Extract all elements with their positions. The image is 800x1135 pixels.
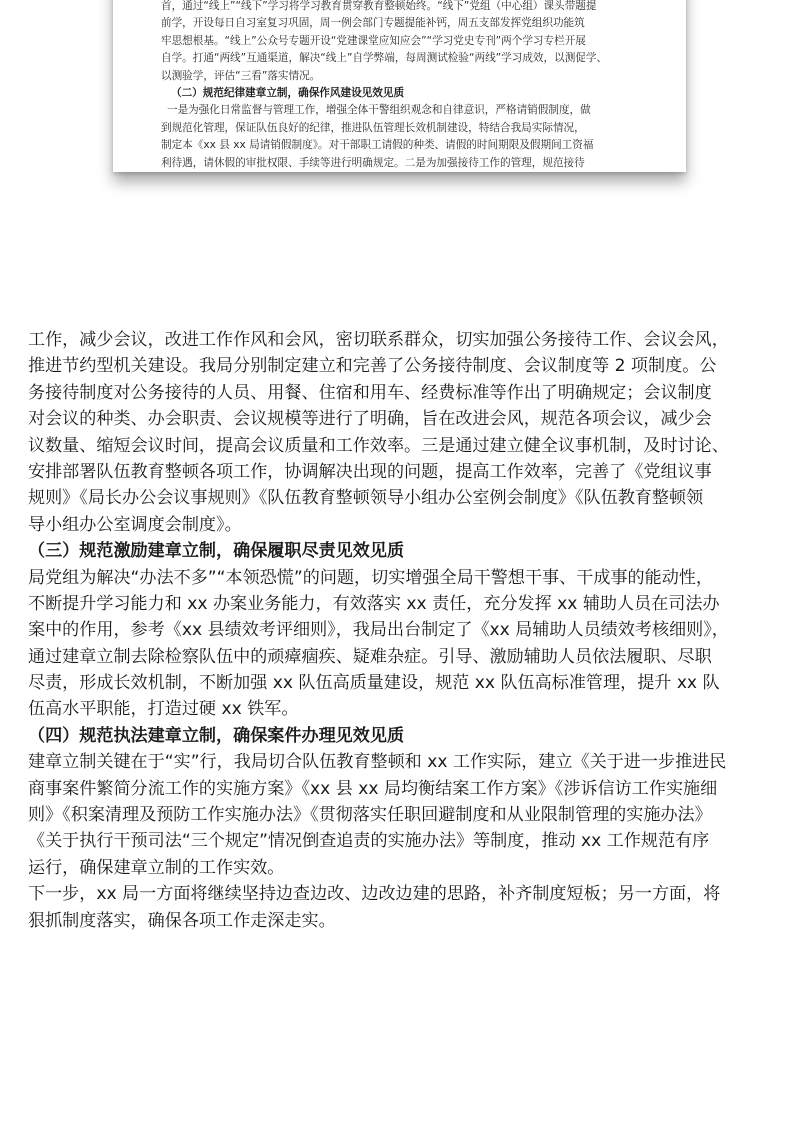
body-line: 狠抓制度落实，确保各项工作走深走实。 [28,910,336,931]
section-heading: （四）规范执法建章立制，确保案件办理见效见质 [28,725,405,746]
preview-line: 利待遇，请休假的审批权限、手续等进行明确规定。二是为加强接待工作的管理，规范接待 [161,156,585,169]
body-line: 局党组为解决“办法不多”“本领恐慌”的问题，切实增强全局干警想干事、干成事的能动性， [28,567,713,588]
body-line: 对会议的种类、办会职责、会议规模等进行了明确，旨在改进会风，规范各项会议，减少会 [28,409,712,430]
preview-section-heading: （二）规范纪律建章立制，确保作风建设见效见质 [171,86,405,99]
body-line: 伍高水平职能，打造过硬 xx 铁军。 [28,699,299,720]
body-line: 议数量、缩短会议时间，提高会议质量和工作效率。三是通过建立健全议事机制，及时讨论、 [28,435,729,456]
body-line: 导小组办公室调度会制度》。 [28,514,242,535]
body-line: 《关于执行干预司法“三个规定”情况倒查追责的实施办法》等制度，推动 xx 工作规范有序 [28,831,710,852]
body-line: 下一步，xx 局一方面将继续坚持边查边改、边改边建的思路，补齐制度短板；另一方面，将 [28,884,721,905]
body-line: 运行，确保建章立制的工作实效。 [28,857,285,878]
body-line: 建章立制关键在于“实”行，我局切合队伍教育整顿和 xx 工作实际，建立《关于进一步推进民 [28,752,727,773]
preview-line: 自学。打通“两线”互通渠道，解决“线上”自学弊端，每周测试检验“两线”学习成效，以测促学、 [161,52,608,65]
body-line: 工作，减少会议，改进工作作风和会风，密切联系群众，切实加强公务接待工作、会议会风， [28,330,729,350]
body-line: 规则》《局长办公会议事规则》《队伍教育整顿领导小组办公室例会制度》《队伍教育整顿领 [28,488,704,509]
body-line: 通过建章立制去除检察队伍中的顽瘴痼疾、疑难杂症。引导、激励辅助人员依法履职、尽职 [28,646,712,667]
preview-line: 牢思想根基。“线上”公众号专题开设“党建课堂应知应会”“学习党史专刊”两个学习专栏开展 [161,34,586,47]
body-line: 务接待制度对公务接待的人员、用餐、住宿和用车、经费标准等作出了明确规定；会议制度 [28,382,712,403]
preview-line: 以测验学，评估“三看”落实情况。 [161,69,321,82]
body-line: 安排部署队伍教育整顿各项工作，协调解决出现的问题，提高工作效率，完善了《党组议事 [28,461,712,482]
body-line: 商事案件繁简分流工作的实施方案》《xx 县 xx 局均衡结案工作方案》《涉诉信访工作实施细 [28,778,718,799]
body-line: 则》《积案清理及预防工作实施办法》《贯彻落实任职回避制度和从业限制管理的实施办法》 [28,805,712,826]
preview-line: 到规范化管理，保证队伍良好的纪律，推进队伍管理长效机制建设，特结合我局实际情况， [161,121,585,134]
preview-line: 制定本《xx 县 xx 局请销假制度》。对干部职工请假的种类、请假的时间期限及假期间工资福 [161,139,594,152]
preview-line: 首，通过“线上”“线下”学习将学习教育贯穿教育整顿始终。“线下”党组（中心组）课头带题提 [161,0,597,12]
document-preview-card [113,0,686,172]
body-line: 尽责，形成长效机制，不断加强 xx 队伍高质量建设，规范 xx 队伍高标准管理，提升 xx 队 [28,673,720,694]
preview-line: 前学，开设每日自习室复习巩固，周一例会部门专题提能补钙，周五支部发挥党组织功能筑 [161,17,585,30]
document-body [28,327,778,934]
body-line: 案中的作用，参考《xx 县绩效考评细则》，我局出台制定了《xx 局辅助人员绩效考核细则》， [28,620,729,641]
body-line: 推进节约型机关建设。我局分别制定建立和完善了公务接待制度、会议制度等 2 项制度。公 [28,356,717,377]
preview-text-block [161,0,641,172]
section-heading: （三）规范激励建章立制，确保履职尽责见效见质 [28,541,405,562]
preview-line: 一是为强化日常监督与管理工作，增强全体干警组织观念和自律意识，严格请销假制度，做 [167,104,591,117]
body-line: 不断提升学习能力和 xx 办案业务能力，有效落实 xx 责任，充分发挥 xx 辅助人员在司法办 [28,593,720,614]
